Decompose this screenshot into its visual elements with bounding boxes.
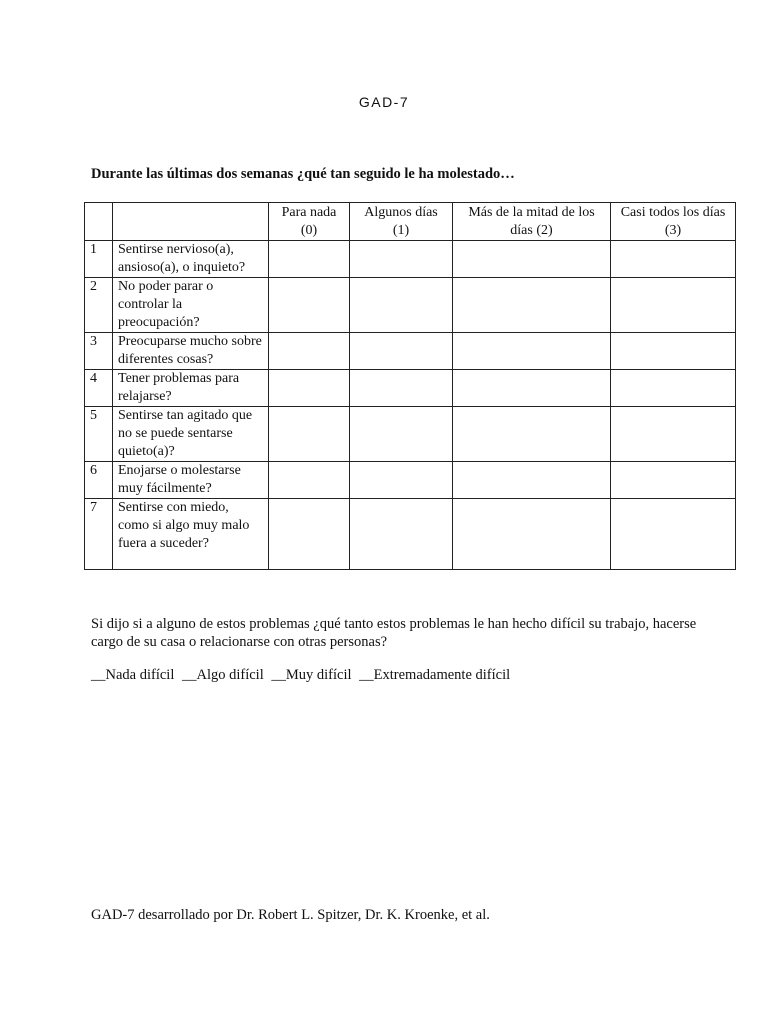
option-algo-dificil[interactable]: __Algo difícil xyxy=(181,667,264,683)
answer-cell-2[interactable] xyxy=(453,499,611,570)
table-row xyxy=(85,462,736,499)
row-number: 7 xyxy=(85,499,113,570)
answer-cell-3[interactable] xyxy=(611,241,736,278)
answer-cell-2[interactable] xyxy=(453,241,611,278)
row-text: Sentirse nervioso(a), ansioso(a), o inquieto? xyxy=(113,241,269,278)
answer-cell-2[interactable] xyxy=(453,333,611,370)
answer-cell-3[interactable] xyxy=(611,462,736,499)
answer-cell-0[interactable] xyxy=(269,241,350,278)
row-text: Enojarse o molestarse muy fácilmente? xyxy=(113,462,269,499)
footer-credit: GAD-7 desarrollado por Dr. Robert L. Spitzer, Dr. K. Kroenke, et al. xyxy=(91,907,490,923)
answer-cell-0[interactable] xyxy=(269,462,350,499)
table-row xyxy=(85,499,736,570)
answer-cell-0[interactable] xyxy=(269,333,350,370)
followup-question: Si dijo si a alguno de estos problemas ¿qué tanto estos problemas le han hecho difícil su trabajo, hacerse cargo de su casa o relacionarse con otras personas? xyxy=(91,616,697,650)
option-nada-dificil[interactable]: __Nada difícil xyxy=(91,667,175,683)
answer-cell-1[interactable] xyxy=(350,462,453,499)
row-number: 2 xyxy=(85,278,113,333)
answer-cell-3[interactable] xyxy=(611,370,736,407)
answer-cell-3[interactable] xyxy=(611,333,736,370)
table-row xyxy=(85,278,736,333)
answer-cell-0[interactable] xyxy=(269,407,350,462)
row-number: 5 xyxy=(85,407,113,462)
header-mas-de-la-mitad: Más de la mitad de los días (2) xyxy=(453,203,611,241)
answer-cell-0[interactable] xyxy=(269,499,350,570)
table-header-row xyxy=(85,203,736,241)
answer-cell-1[interactable] xyxy=(350,407,453,462)
row-number: 4 xyxy=(85,370,113,407)
answer-cell-0[interactable] xyxy=(269,370,350,407)
answer-cell-3[interactable] xyxy=(611,278,736,333)
option-extremadamente-dificil[interactable]: __Extremadamente difícil xyxy=(359,667,511,683)
row-text: Sentirse con miedo, como si algo muy malo fuera a suceder? xyxy=(113,499,269,570)
row-number: 1 xyxy=(85,241,113,278)
table-row xyxy=(85,407,736,462)
answer-cell-1[interactable] xyxy=(350,333,453,370)
answer-cell-3[interactable] xyxy=(611,499,736,570)
table-row xyxy=(85,370,736,407)
table-row xyxy=(85,333,736,370)
answer-cell-1[interactable] xyxy=(350,241,453,278)
answer-cell-1[interactable] xyxy=(350,370,453,407)
row-text: Preocuparse mucho sobre diferentes cosas? xyxy=(113,333,269,370)
answer-cell-2[interactable] xyxy=(453,278,611,333)
header-number xyxy=(85,203,113,241)
instruction-question: Durante las últimas dos semanas ¿qué tan seguido le ha molestado… xyxy=(91,166,515,182)
row-number: 6 xyxy=(85,462,113,499)
header-para-nada: Para nada (0) xyxy=(269,203,350,241)
answer-cell-3[interactable] xyxy=(611,407,736,462)
row-text: No poder parar o controlar la preocupación? xyxy=(113,278,269,333)
answer-cell-2[interactable] xyxy=(453,462,611,499)
document-title: GAD-7 xyxy=(358,94,410,110)
option-muy-dificil[interactable]: __Muy difícil xyxy=(271,667,352,683)
difficulty-options xyxy=(91,667,514,684)
header-casi-todos: Casi todos los días (3) xyxy=(611,203,736,241)
header-item xyxy=(113,203,269,241)
answer-cell-0[interactable] xyxy=(269,278,350,333)
table-row xyxy=(85,241,736,278)
answer-cell-2[interactable] xyxy=(453,407,611,462)
row-text: Tener problemas para relajarse? xyxy=(113,370,269,407)
header-algunos-dias: Algunos días (1) xyxy=(350,203,453,241)
answer-cell-1[interactable] xyxy=(350,499,453,570)
row-number: 3 xyxy=(85,333,113,370)
answer-cell-1[interactable] xyxy=(350,278,453,333)
gad7-table xyxy=(84,202,736,570)
answer-cell-2[interactable] xyxy=(453,370,611,407)
row-text: Sentirse tan agitado que no se puede sentarse quieto(a)? xyxy=(113,407,269,462)
